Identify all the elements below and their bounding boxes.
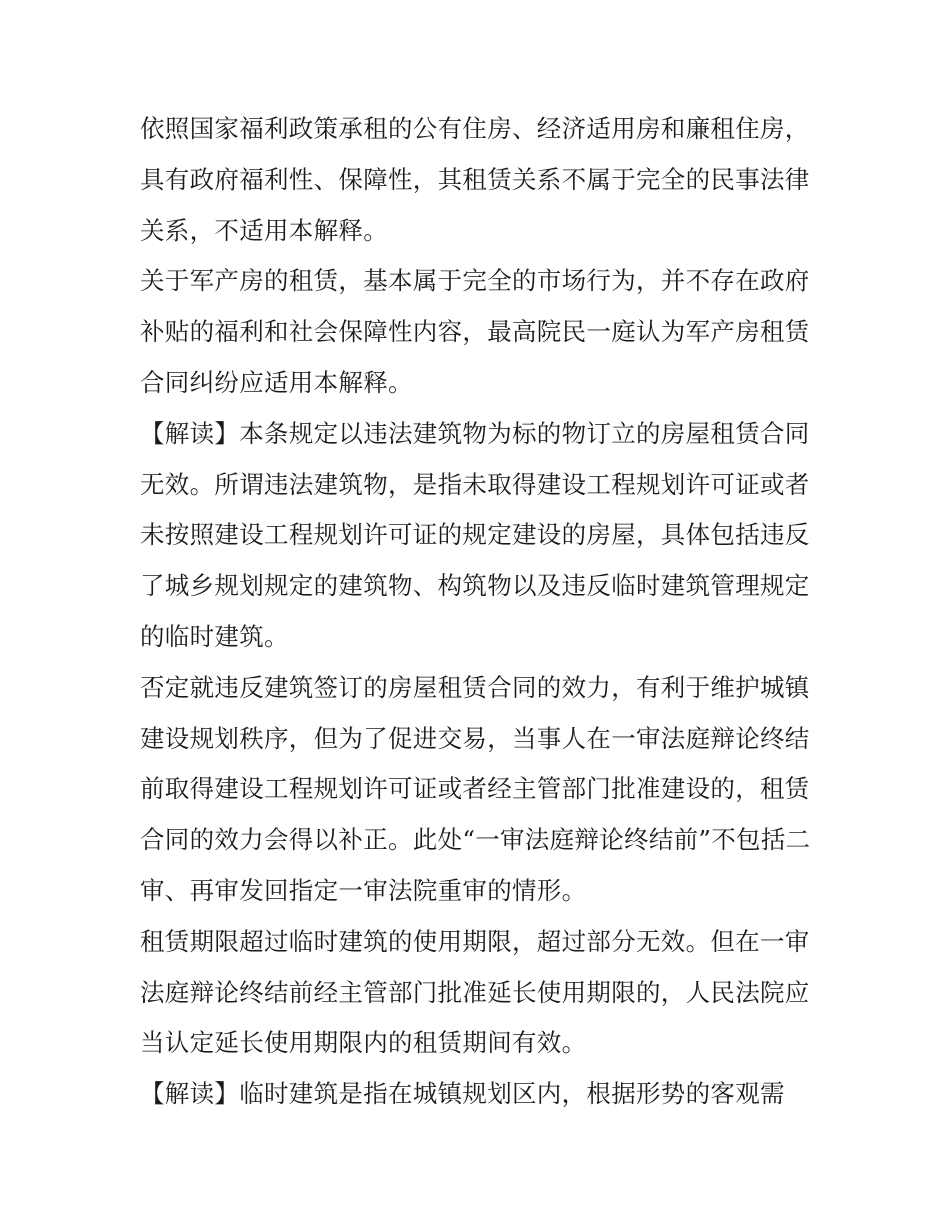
text-line: 当认定延长使用期限内的租赁期间有效。	[140, 1028, 587, 1058]
text-line: 合同的效力会得以补正。此处“一审法庭辩论终结前”不包括二	[140, 825, 811, 855]
text-line: 关于军产房的租赁，基本属于完全的市场行为，并不存在政府	[140, 266, 810, 296]
text-line: 无效。所谓违法建筑物，是指未取得建设工程规划许可证或者	[140, 469, 810, 499]
text-line: 否定就违反建筑签订的房屋租赁合同的效力，有利于维护城镇	[140, 672, 810, 702]
text-line: 的临时建筑。	[140, 621, 289, 651]
text-line: 租赁期限超过临时建筑的使用期限，超过部分无效。但在一审	[140, 926, 810, 956]
text-line: 未按照建设工程规划许可证的规定建设的房屋，具体包括违反	[140, 520, 810, 550]
text-line: 法庭辩论终结前经主管部门批准延长使用期限的，人民法院应	[140, 977, 810, 1007]
body-text	[140, 104, 820, 1120]
text-line: 【解读】临时建筑是指在城镇规划区内，根据形势的客观需	[140, 1079, 785, 1109]
text-line: 审、再审发回指定一审法院重审的情形。	[140, 875, 587, 905]
text-line: 建设规划秩序，但为了促进交易，当事人在一审法庭辩论终结	[140, 723, 810, 753]
text-line: 关系，不适用本解释。	[140, 215, 388, 245]
text-line: 依照国家福利政策承租的公有住房、经济适用房和廉租住房，	[140, 114, 810, 143]
text-line: 合同纠纷应适用本解释。	[140, 367, 413, 397]
text-line: 前取得建设工程规划许可证或者经主管部门批准建设的，租赁	[140, 774, 810, 804]
text-line: 具有政府福利性、保障性，其租赁关系不属于完全的民事法律	[140, 164, 810, 194]
text-line: 了城乡规划规定的建筑物、构筑物以及违反临时建筑管理规定	[140, 571, 810, 601]
text-line: 补贴的福利和社会保障性内容，最高院民一庭认为军产房租赁	[140, 317, 810, 347]
text-line: 【解读】本条规定以违法建筑物为标的物订立的房屋租赁合同	[140, 418, 810, 448]
